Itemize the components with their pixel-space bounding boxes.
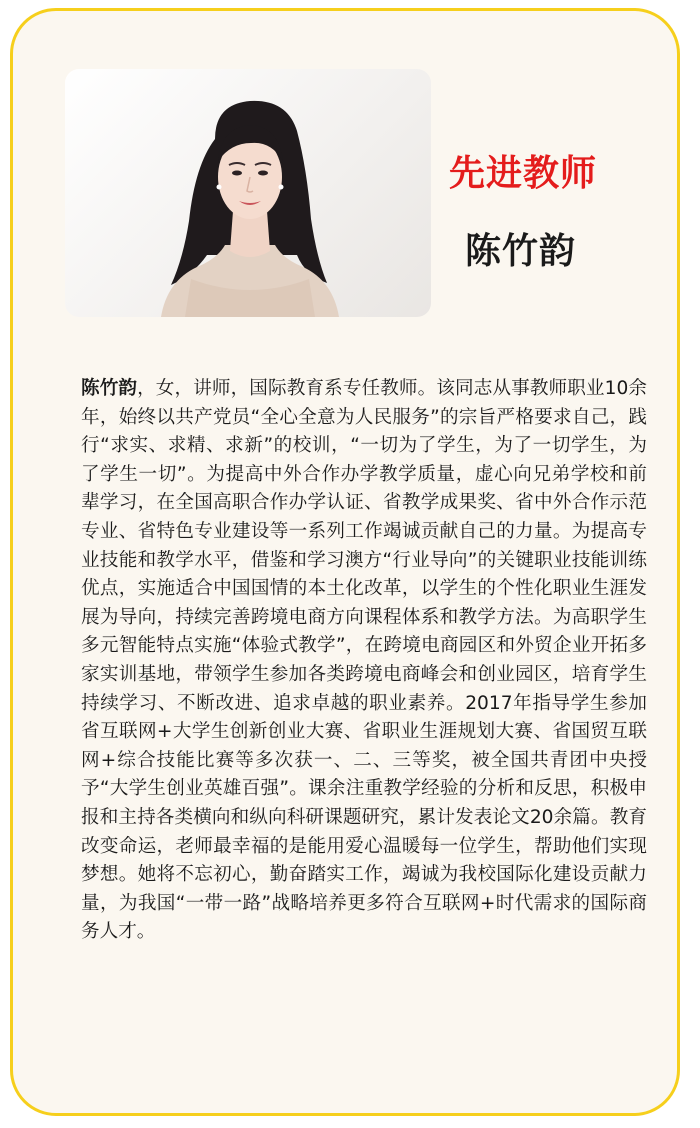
biography-body: ，女，讲师，国际教育系专任教师。该同志从事教师职业10余年，始终以共产党员“全心全意为人民服务”的宗旨严格要求自己，践行“求实、求精、求新”的校训，“一切为了学生，为了一切学生，为了学生一切”。为提高中外合作办学教学质量，虚心向兄弟学校和前辈学习，在全国高职合作办学认证、省教学成果奖、省中外合作示范专业、省特色专业建设等一系列工作竭诚贡献自己的力量。为提高专业技能和教学水平，借鉴和学习澳方“行业导向”的关键职业技能训练优点，实施适合中国国情的本土化改革，以学生的个性化职业生涯发展为导向，持续完善跨境电商方向课程体系和教学方法。为高职学生多元智能特点实施“体验式教学”，在跨境电商园区和外贸企业开拓多家实训基地，带领学生参加各类跨境电商峰会和创业园区，培育学生持续学习、不断改进、追求卓越的职业素养。2017年指导学生参加省互联网+大学生创新创业大赛、省职业生涯规划大赛、省国贸互联网+综合技能比赛等多次获一、二、三等奖，被全国共青团中央授予“大学生创业英雄百强”。课余注重教学经验的分析和反思，积极申报和主持各类横向和纵向科研课题研究，累计发表论文20余篇。教育改变命运，老师最幸福的是能用爱心温暖每一位学生，帮助他们实现梦想。她将不忘初心，勤奋踏实工作，竭诚为我校国际化建设贡献力量，为我国“一带一路”战略培养更多符合互联网+时代需求的国际商务人才。 [81, 378, 647, 943]
biography-text [81, 375, 647, 947]
honor-title: 先进教师 [449, 153, 598, 194]
teacher-name: 陈竹韵 [465, 231, 577, 272]
portrait-illustration [65, 69, 431, 317]
profile-card [10, 8, 680, 1116]
biography-name: 陈竹韵 [81, 378, 138, 399]
teacher-portrait-photo [65, 69, 431, 317]
